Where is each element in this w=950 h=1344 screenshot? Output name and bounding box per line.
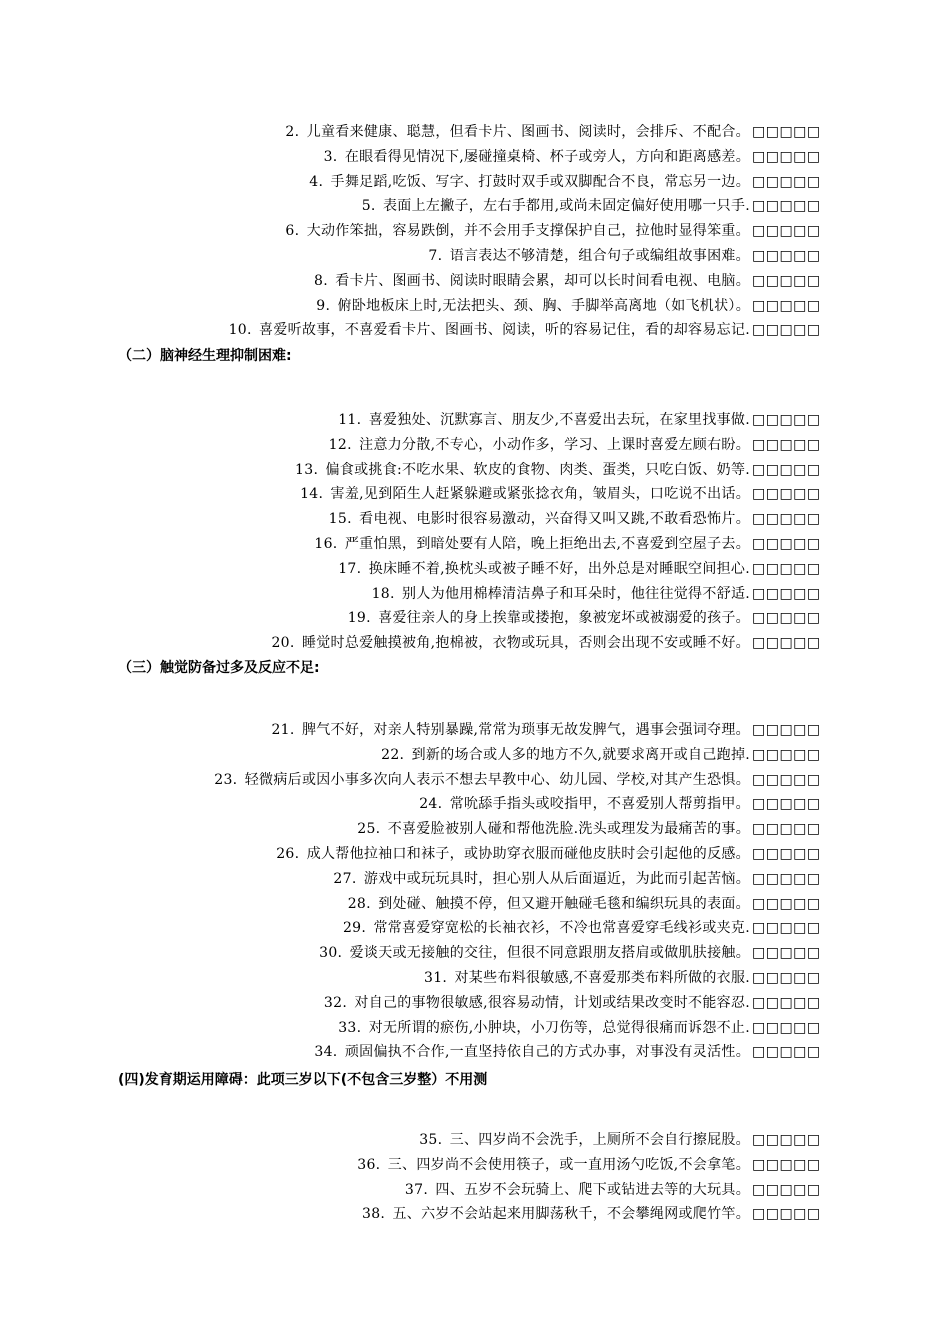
rating-checkboxes[interactable]: □□□□□ [752, 821, 821, 838]
question-text [338, 1016, 750, 1040]
question-body: 三、四岁尚不会使用筷子，或一直用汤勺吃饭,不会拿笔。 [387, 1156, 750, 1173]
question-text [338, 557, 750, 581]
question-body: 换床睡不着,换枕头或被子睡不好，出外总是对睡眠空间担心. [368, 560, 750, 577]
question-text [333, 867, 750, 891]
question-number: 6. [285, 223, 300, 240]
question-number: 5. [361, 198, 376, 215]
question-row [0, 743, 950, 767]
question-text [324, 991, 750, 1015]
question-text [276, 842, 750, 866]
question-row [0, 606, 950, 630]
rating-checkboxes[interactable]: □□□□□ [752, 846, 821, 862]
question-row [0, 269, 950, 293]
question-row [0, 966, 950, 990]
question-text [214, 768, 750, 792]
question-number: 36. [357, 1156, 381, 1173]
question-body: 三、四岁尚不会洗手，上厕所不会自行擦屁股。 [449, 1132, 750, 1148]
question-number: 10. [228, 322, 252, 339]
rating-checkboxes[interactable]: □□□□□ [752, 486, 821, 503]
section-2-heading: （二）脑神经生理抑制困难: [118, 348, 292, 364]
question-row [0, 768, 950, 792]
section-4-heading: (四)发育期运用障碍：此项三岁以下(不包含三岁整）不用测 [118, 1072, 488, 1088]
question-body: 大动作笨拙，容易跌倒，并不会用手支撑保护自己，拉他时显得笨重。 [306, 223, 750, 240]
question-body: 语言表达不够清楚，组合句子或编组故事困难。 [449, 248, 750, 264]
rating-checkboxes[interactable]: □□□□□ [752, 198, 821, 215]
question-number: 35. [419, 1132, 443, 1148]
rating-checkboxes[interactable]: □□□□□ [752, 1132, 821, 1148]
question-row [0, 817, 950, 841]
question-row [0, 458, 950, 482]
question-number: 20. [271, 635, 295, 652]
rating-checkboxes[interactable]: □□□□□ [752, 920, 821, 937]
question-body: 看电视、电影时很容易激动，兴奋得又叫又跳,不敢看恐怖片。 [359, 511, 750, 528]
rating-checkboxes[interactable]: □□□□□ [752, 322, 821, 339]
question-row [0, 194, 950, 218]
question-number: 29. [342, 920, 367, 937]
question-body: 四、五岁不会玩骑上、爬下或钻进去等的大玩具。 [435, 1181, 750, 1198]
rating-checkboxes[interactable]: □□□□□ [752, 585, 821, 602]
question-row [0, 1153, 950, 1177]
question-text [314, 269, 750, 293]
question-number: 16. [314, 536, 338, 552]
rating-checkboxes[interactable]: □□□□□ [752, 746, 821, 763]
question-number: 32. [323, 994, 348, 1011]
question-body: 对无所谓的瘀伤,小肿块，小刀伤等，总觉得很痛而诉怨不止. [368, 1019, 750, 1036]
rating-checkboxes[interactable]: □□□□□ [752, 173, 821, 190]
question-body: 喜爱独处、沉默寡言、朋友少,不喜爱出去玩，在家里找事做. [368, 412, 750, 428]
question-text [362, 194, 750, 218]
rating-checkboxes[interactable]: □□□□□ [752, 461, 821, 478]
question-text [372, 582, 750, 606]
rating-checkboxes[interactable]: □□□□□ [752, 635, 821, 652]
question-number: 21. [271, 722, 295, 738]
question-number: 30. [319, 945, 343, 962]
question-number: 11. [338, 412, 362, 428]
question-row [0, 991, 950, 1015]
question-body: 到处碰、触摸不停，但又避开触碰毛毯和编织玩具的表面。 [378, 895, 750, 912]
question-body: 表面上左撇子，左右手都用,或尚未固定偏好使用哪一只手. [383, 198, 750, 215]
rating-checkboxes[interactable]: □□□□□ [752, 610, 821, 627]
rating-checkboxes[interactable]: □□□□□ [752, 511, 821, 528]
question-body: 儿童看来健康、聪慧，但看卡片、图画书、阅读时，会排斥、不配合。 [306, 124, 750, 140]
question-number: 34. [314, 1044, 338, 1061]
question-text [329, 433, 750, 457]
question-row [0, 1202, 950, 1226]
question-text [357, 1153, 750, 1177]
rating-checkboxes[interactable]: □□□□□ [752, 1206, 821, 1223]
question-number: 22. [381, 746, 405, 763]
question-number: 17. [338, 560, 362, 577]
question-row [0, 219, 950, 243]
question-text [424, 966, 750, 990]
rating-checkboxes[interactable]: □□□□□ [752, 148, 821, 165]
rating-checkboxes[interactable]: □□□□□ [752, 895, 821, 912]
question-number: 15. [328, 511, 352, 528]
question-row [0, 433, 950, 457]
rating-checkboxes[interactable]: □□□□□ [752, 223, 821, 240]
question-text [381, 743, 750, 767]
question-row [0, 631, 950, 655]
rating-checkboxes[interactable]: □□□□□ [752, 436, 821, 453]
rating-checkboxes[interactable]: □□□□□ [752, 560, 821, 577]
question-number: 13. [295, 461, 319, 478]
rating-checkboxes[interactable]: □□□□□ [752, 536, 821, 552]
rating-checkboxes[interactable]: □□□□□ [752, 970, 821, 986]
question-row [0, 170, 950, 194]
question-text [271, 631, 750, 655]
question-body: 严重怕黑，到暗处要有人陪，晚上拒绝出去,不喜爱到空屋子去。 [344, 536, 750, 552]
question-number: 2. [285, 124, 300, 140]
question-body: 在眼看得见情况下,屡碰撞桌椅、杯子或旁人，方向和距离感差。 [344, 148, 750, 165]
question-text [362, 1202, 750, 1226]
section-3-heading: （三）触觉防备过多及反应不足: [118, 660, 320, 676]
question-body: 注意力分散,不专心，小动作多，学习、上课时喜爱左顾右盼。 [359, 436, 750, 453]
question-text [271, 718, 750, 742]
question-number: 28. [347, 895, 371, 912]
question-row [0, 718, 950, 742]
question-number: 3. [323, 148, 338, 165]
question-text [405, 1178, 750, 1202]
question-row [0, 582, 950, 606]
question-body: 对某些布料很敏感,不喜爱那类布料所做的衣服. [454, 970, 750, 986]
question-row [0, 1178, 950, 1202]
question-row [0, 867, 950, 891]
question-number: 27. [333, 870, 357, 887]
question-row [0, 892, 950, 916]
question-row [0, 244, 950, 268]
question-row [0, 120, 950, 144]
question-text [428, 244, 750, 268]
rating-checkboxes[interactable]: □□□□□ [752, 1019, 821, 1036]
question-text [285, 219, 750, 243]
question-body: 睡觉时总爱触摸被角,抱棉被，衣物或玩具，否则会出现不安或睡不好。 [301, 635, 750, 652]
question-body: 成人帮他拉袖口和袜子，或协助穿衣服而碰他皮肤时会引起他的反感。 [306, 846, 750, 862]
question-row [0, 532, 950, 556]
question-row [0, 842, 950, 866]
question-row [0, 318, 950, 342]
question-body: 到新的场合或人多的地方不久,就要求离开或自己跑掉. [411, 746, 750, 763]
question-row [0, 1040, 950, 1064]
rating-checkboxes[interactable]: □□□□□ [752, 124, 821, 140]
question-text [309, 170, 750, 194]
question-number: 24. [419, 796, 443, 813]
question-body: 对自己的事物很敏感,很容易动情，计划或结果改变时不能容忍. [354, 994, 750, 1011]
question-text [348, 606, 750, 630]
rating-checkboxes[interactable]: □□□□□ [752, 796, 821, 813]
question-text [229, 318, 750, 342]
question-text [319, 941, 750, 965]
question-row [0, 482, 950, 506]
question-body: 看卡片、图画书、阅读时眼睛会累，却可以长时间看电视、电脑。 [335, 272, 750, 289]
rating-checkboxes[interactable]: □□□□□ [752, 1044, 821, 1061]
question-body: 俯卧地板床上时,无法把头、颈、胸、手脚举高离地（如飞机状）。 [337, 297, 750, 314]
question-body: 喜爱听故事，不喜爱看卡片、图画书、阅读，听的容易记住，看的却容易忘记. [259, 322, 750, 339]
question-number: 26. [276, 846, 300, 862]
question-body: 顽固偏执不合作,一直坚持依自己的方式办事，对事没有灵活性。 [344, 1044, 750, 1061]
question-body: 常吮舔手指头或咬指甲，不喜爱别人帮剪指甲。 [449, 796, 750, 813]
question-number: 38. [362, 1206, 386, 1223]
question-number: 33. [338, 1019, 362, 1036]
question-body: 爱谈天或无接触的交往，但很不同意跟朋友搭肩或做肌肤接触。 [349, 945, 750, 962]
question-row [0, 294, 950, 318]
question-text [295, 458, 750, 482]
question-text [314, 1040, 750, 1064]
question-row [0, 507, 950, 531]
question-number: 23. [214, 771, 238, 788]
question-body: 五、六岁不会站起来用脚荡秋千，不会攀绳网或爬竹竿。 [392, 1206, 750, 1223]
rating-checkboxes[interactable]: □□□□□ [752, 272, 821, 289]
question-row [0, 145, 950, 169]
question-number: 8. [314, 272, 328, 289]
question-body: 害羞,见到陌生人赶紧躲避或紧张捻衣角，皱眉头，口吃说不出话。 [330, 486, 750, 503]
rating-checkboxes[interactable]: □□□□□ [752, 722, 821, 738]
question-text [343, 916, 750, 940]
question-text [314, 532, 750, 556]
question-body: 脾气不好，对亲人特别暴躁,常常为琐事无故发脾气，遇事会强词夺理。 [301, 722, 750, 738]
question-text [348, 892, 750, 916]
question-body: 喜爱往亲人的身上挨靠或搂抱，象被宠坏或被溺爱的孩子。 [378, 610, 750, 627]
question-number: 7. [428, 248, 443, 264]
question-text [300, 482, 750, 506]
question-text [419, 792, 750, 816]
question-row [0, 916, 950, 940]
question-number: 37. [404, 1181, 429, 1198]
question-text [357, 817, 750, 841]
question-row [0, 557, 950, 581]
rating-checkboxes[interactable]: □□□□□ [752, 1156, 821, 1173]
rating-checkboxes[interactable]: □□□□□ [752, 248, 821, 264]
question-text [324, 145, 750, 169]
question-text [329, 507, 750, 531]
question-number: 19. [347, 610, 371, 627]
question-body: 常常喜爱穿宽松的长袖衣衫，不冷也常喜爱穿毛线衫或夹克. [373, 920, 750, 937]
question-text [419, 1128, 750, 1152]
question-number: 12. [328, 436, 352, 453]
question-row [0, 1128, 950, 1152]
question-body: 轻微病后或因小事多次向人表示不想去早教中心、幼儿园、学校,对其产生恐惧。 [244, 771, 750, 788]
question-number: 4. [309, 173, 324, 190]
question-body: 不喜爱脸被别人碰和帮他洗脸.洗头或理发为最痛苦的事。 [387, 821, 750, 838]
question-row [0, 408, 950, 432]
question-body: 偏食或挑食:不吃水果、软皮的食物、肉类、蛋类，只吃白饭、奶等. [325, 461, 750, 478]
question-text [338, 408, 750, 432]
question-body: 游戏中或玩玩具时，担心别人从后面逼近，为此而引起苦恼。 [363, 870, 750, 887]
question-text [285, 120, 750, 144]
question-number: 25. [357, 821, 381, 838]
rating-checkboxes[interactable]: □□□□□ [752, 1181, 821, 1198]
question-row [0, 1016, 950, 1040]
question-text [316, 294, 750, 318]
question-row [0, 792, 950, 816]
question-number: 9. [316, 297, 331, 314]
question-body: 别人为他用棉棒清洁鼻子和耳朵时，他往往觉得不舒适. [402, 585, 750, 602]
question-row [0, 941, 950, 965]
question-number: 14. [300, 486, 324, 503]
rating-checkboxes[interactable]: □□□□□ [752, 412, 821, 428]
question-number: 31. [424, 970, 448, 986]
rating-checkboxes[interactable]: □□□□□ [752, 297, 821, 314]
question-body: 手舞足蹈,吃饭、写字、打鼓时双手或双脚配合不良，常忘另一边。 [330, 173, 750, 190]
rating-checkboxes[interactable]: □□□□□ [752, 945, 821, 962]
rating-checkboxes[interactable]: □□□□□ [752, 771, 821, 788]
question-number: 18. [371, 585, 395, 602]
rating-checkboxes[interactable]: □□□□□ [752, 994, 821, 1011]
rating-checkboxes[interactable]: □□□□□ [752, 870, 821, 887]
